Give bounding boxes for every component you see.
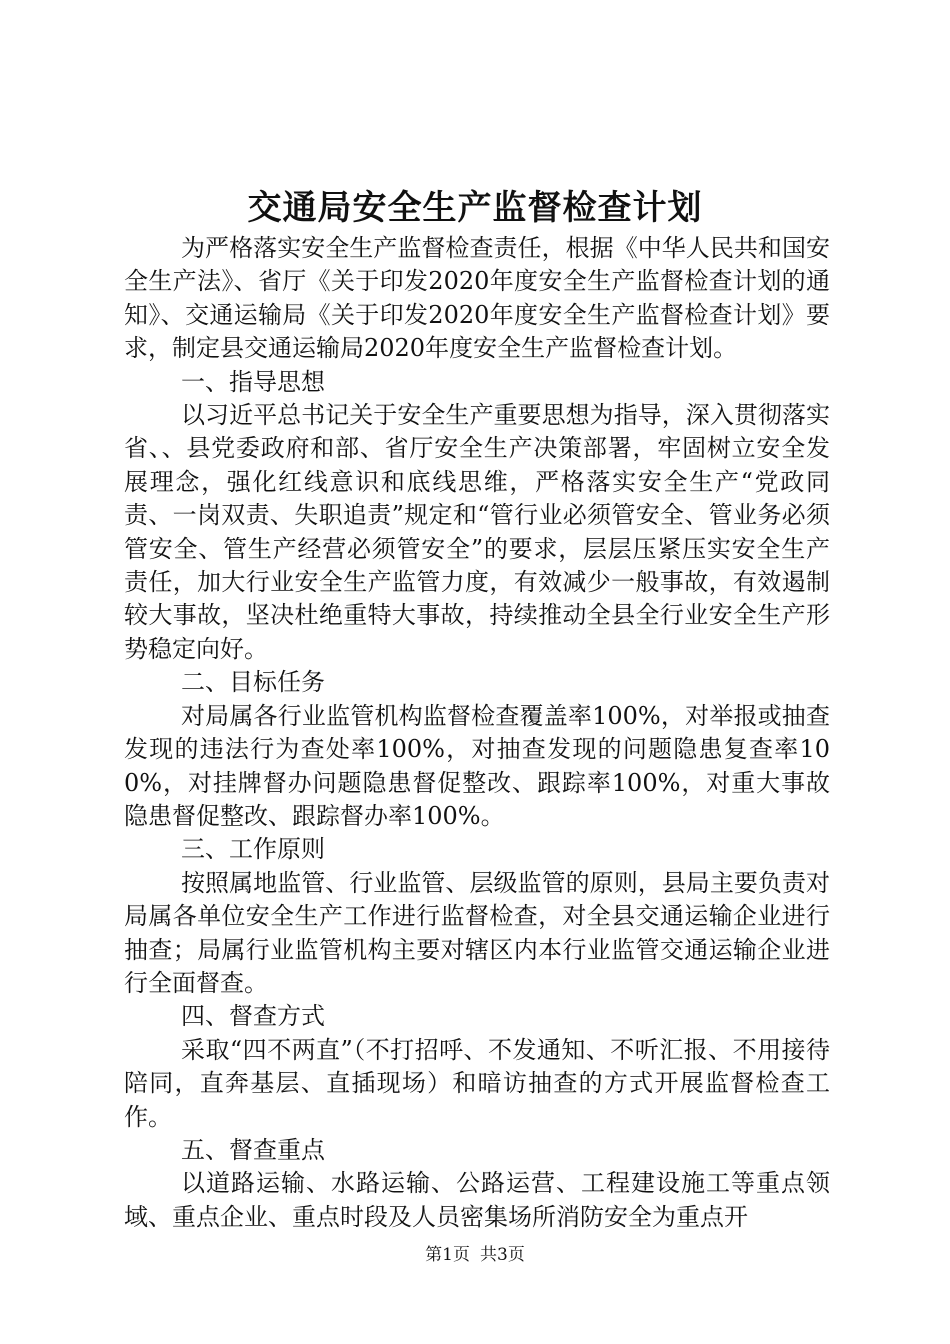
section-heading-methods: 四、督查方式 (181, 1002, 325, 1031)
page-title: 交通局安全生产监督检查计划 (247, 188, 703, 228)
section-heading-focus: 五、督查重点 (181, 1135, 325, 1164)
section-text-principles: 按照属地监管、行业监管、层级监管的原则，县局主要负责对局属各单位安全生产工作进行监督检查，对全县交通运输企业进行抽查；局属行业监管机构主要对辖区内本行业监管交通运输企业进行全面督查。 (124, 868, 830, 997)
page-footer (0, 1244, 950, 1266)
section-text-focus: 以道路运输、水路运输、公路运营、工程建设施工等重点领域、重点企业、重点时段及人员密集场所消防安全为重点开 (124, 1169, 830, 1231)
section-text-guiding-ideology: 以习近平总书记关于安全生产重要思想为指导，深入贯彻落实省、、县党委政府和部、省厅安全生产决策部署，牢固树立安全发展理念，强化红线意识和底线思维，严格落实安全生产“党政同责、一岗双责、失职追责”规定和“管行业必须管安全、管业务必须管安全、管生产经营必须管安全”的要求，层层压紧压实安全生产责任，加大行业安全生产监管力度，有效减少一般事故，有效遏制较大事故，坚决杜绝重特大事故，持续推动全县全行业安全生产形势稳定向好。 (124, 401, 830, 663)
section-text-methods: 采取“四不两直”（不打招呼、不发通知、不听汇报、不用接待陪同，直奔基层、直插现场）和暗访抽查的方式开展监督检查工作。 (124, 1035, 830, 1131)
document-body (124, 232, 830, 1234)
section-heading-targets: 二、目标任务 (181, 668, 325, 697)
section-heading-principles: 三、工作原则 (181, 835, 325, 864)
page-number: 第1页 (425, 1245, 470, 1265)
section-text-targets: 对局属各行业监管机构监督检查覆盖率100%，对举报或抽查发现的违法行为查处率100%，对抽查发现的问题隐患复查率100%，对挂牌督办问题隐患督促整改、跟踪率100%，对重大事故隐患督促整改、跟踪督办率100%。 (124, 701, 830, 830)
page-total: 共3页 (480, 1245, 525, 1265)
intro-paragraph: 为严格落实安全生产监督检查责任，根据《中华人民共和国安全生产法》、省厅《关于印发2020年度安全生产监督检查计划的通知》、交通运输局《关于印发2020年度安全生产监督检查计划》要求，制定县交通运输局2020年度安全生产监督检查计划。 (124, 234, 830, 363)
section-heading-guiding-ideology: 一、指导思想 (181, 367, 325, 396)
